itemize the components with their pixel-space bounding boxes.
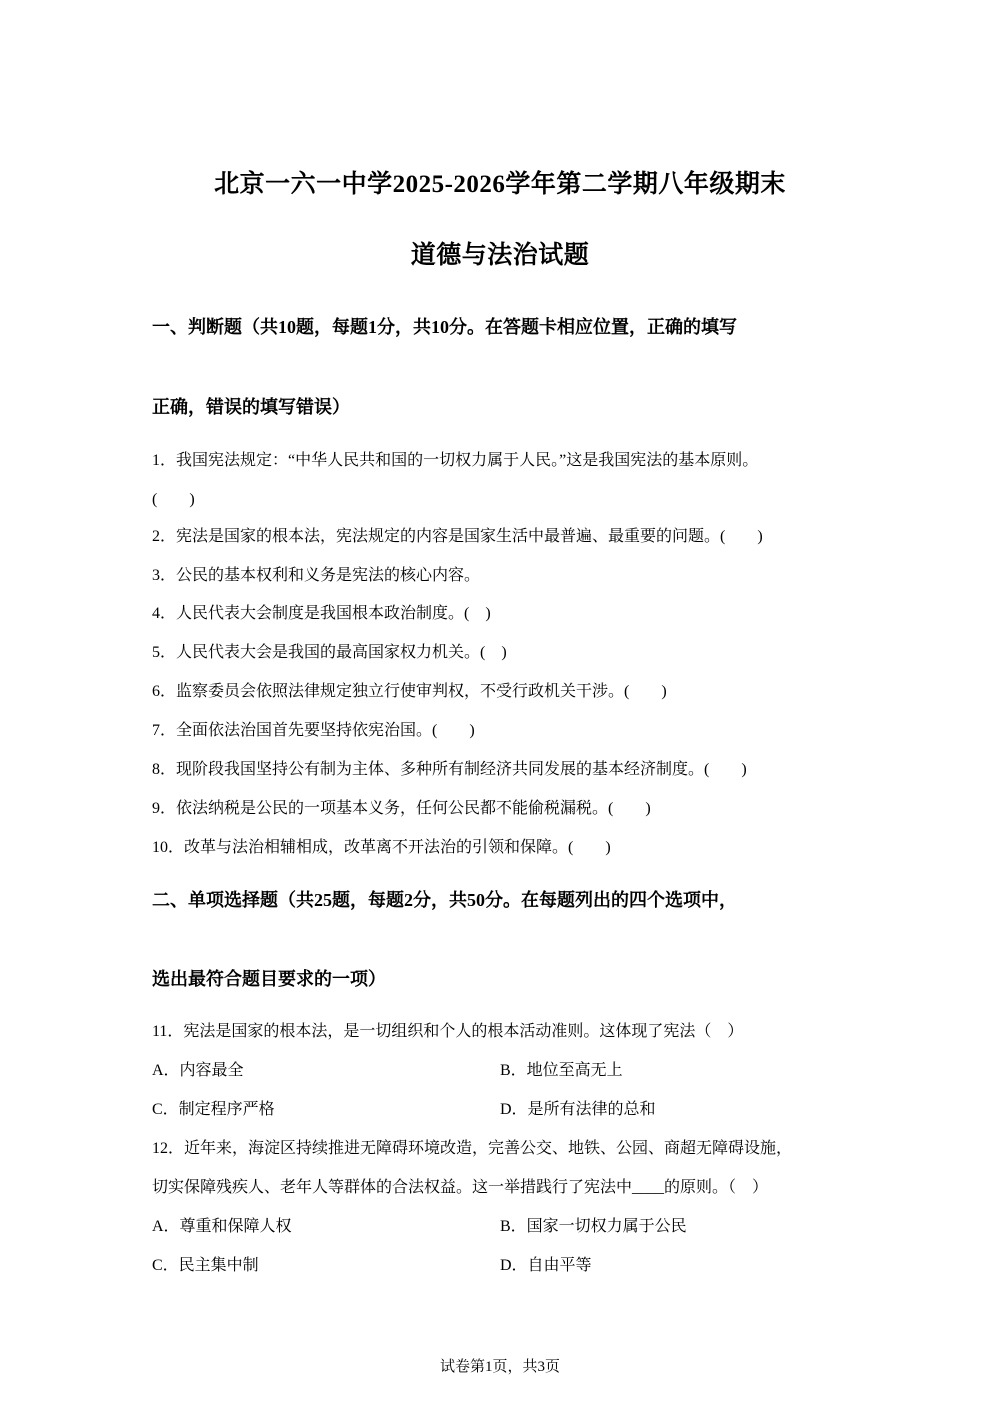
question-12-option-a: A．尊重和保障人权 <box>152 1218 292 1235</box>
section2-heading-line2: 选出最符合题目要求的一项） <box>152 969 386 989</box>
question-11-option-a: A．内容最全 <box>152 1062 244 1079</box>
question-12-option-d: D．自由平等 <box>500 1257 592 1274</box>
exam-title-line1: 北京一六一中学2025-2026学年第二学期八年级期末 <box>214 171 786 198</box>
question-11-option-b: B．地位至高无上 <box>500 1062 623 1079</box>
question-4: 4．人民代表大会制度是我国根本政治制度。( ) <box>152 605 491 622</box>
question-11-option-d: D．是所有法律的总和 <box>500 1101 656 1118</box>
question-1-line1: 1．我国宪法规定：“中华人民共和国的一切权力属于人民。”这是我国宪法的基本原则。 <box>152 452 759 469</box>
question-12-stem-line2: 切实保障残疾人、老年人等群体的合法权益。这一举措践行了宪法中____的原则。（ ） <box>152 1179 769 1196</box>
section1-heading-line2: 正确，错误的填写错误） <box>152 397 350 417</box>
exam-title-line2: 道德与法治试题 <box>410 242 590 269</box>
question-7: 7．全面依法治国首先要坚持依宪治国。( ) <box>152 722 475 739</box>
question-9: 9．依法纳税是公民的一项基本义务，任何公民都不能偷税漏税。( ) <box>152 800 651 817</box>
question-6: 6．监察委员会依照法律规定独立行使审判权，不受行政机关干涉。( ) <box>152 683 667 700</box>
question-12-option-c: C．民主集中制 <box>152 1257 259 1274</box>
question-2: 2．宪法是国家的根本法，宪法规定的内容是国家生活中最普遍、最重要的问题。( ) <box>152 528 763 545</box>
question-12-stem-line1: 12．近年来，海淀区持续推进无障碍环境改造，完善公交、地铁、公园、商超无障碍设施， <box>152 1140 793 1157</box>
question-10: 10．改革与法治相辅相成，改革离不开法治的引领和保障。( ) <box>152 839 611 856</box>
section1-heading-line1: 一、判断题（共10题，每题1分，共10分。在答题卡相应位置，正确的填写 <box>152 317 737 337</box>
section2-heading-line1: 二、单项选择题（共25题，每题2分，共50分。在每题列出的四个选项中， <box>152 890 737 910</box>
question-1-answer-blank: ( ) <box>152 491 195 508</box>
page-footer: 试卷第1页，共3页 <box>439 1359 560 1375</box>
question-11-stem: 11．宪法是国家的根本法，是一切组织和个人的根本活动准则。这体现了宪法（ ） <box>152 1023 744 1040</box>
question-12-option-b: B．国家一切权力属于公民 <box>500 1218 687 1235</box>
question-11-option-c: C．制定程序严格 <box>152 1101 275 1118</box>
question-3: 3．公民的基本权利和义务是宪法的核心内容。 <box>152 567 481 584</box>
question-5: 5．人民代表大会是我国的最高国家权力机关。( ) <box>152 644 507 661</box>
question-8: 8．现阶段我国坚持公有制为主体、多种所有制经济共同发展的基本经济制度。( ) <box>152 761 747 778</box>
